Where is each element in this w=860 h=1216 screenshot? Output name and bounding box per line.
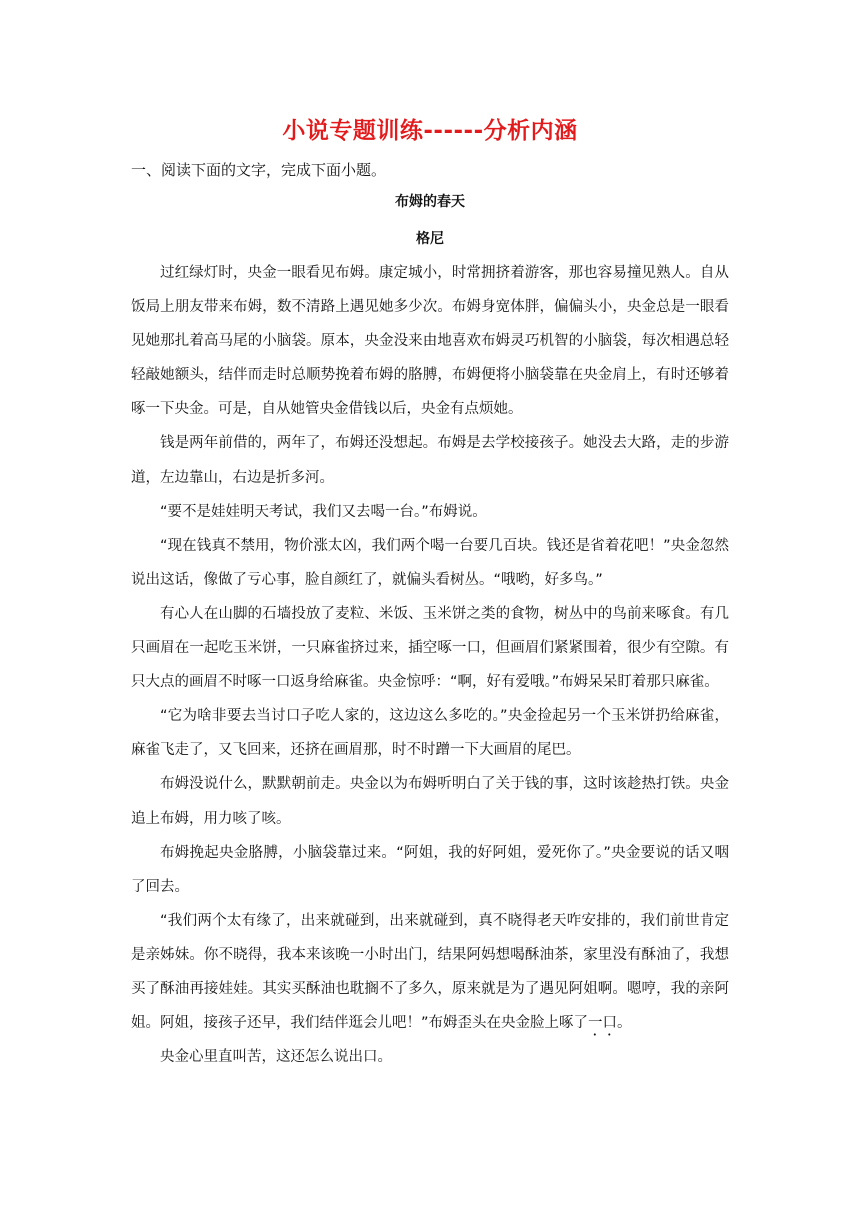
- section-heading: 一、阅读下面的文字，完成下面小题。: [131, 161, 387, 179]
- emphasized-text: 一口: [588, 1015, 618, 1032]
- paragraph: 过红绿灯时，央金一眼看见布姆。康定城小，时常拥挤着游客，那也容易撞见熟人。自从饭局上朋友带来布姆，数不清路上遇见她多少次。布姆身宽体胖，偏偏头小，央金总是一眼看见她那扎着高马尾的小脑袋。原本，央金没来由地喜欢布姆灵巧机智的小脑袋，每次相遇总轻轻敲她额头，结伴而走时总顺势挽着布姆的胳膊，布姆便将小脑袋靠在央金肩上，有时还够着啄一下央金。可是，自从她管央金借钱以后，央金有点烦她。: [131, 265, 729, 418]
- document-title: 小说专题训练------分析内涵: [282, 118, 578, 144]
- paragraph: “它为啥非要去当讨口子吃人家的，这边这么多吃的。”央金捡起另一个玉米饼扔给麻雀，麻雀飞走了，又飞回来，还挤在画眉那，时不时蹭一下大画眉的尾巴。: [131, 708, 729, 759]
- paragraph: 央金心里直叫苦，这还怎么说出口。: [160, 1049, 392, 1066]
- story-title: 布姆的春天: [395, 194, 465, 210]
- story-body: [131, 256, 729, 1074]
- paragraph: “现在钱真不禁用，物价涨太凶，我们两个喝一台要几百块。钱还是省着花吧！”央金忽然说出这话，像做了亏心事，脸自颜红了，就偏头看树丛。“哦哟，好多鸟。”: [131, 537, 729, 588]
- story-author: 格尼: [416, 231, 444, 247]
- paragraph-text: “我们两个太有缘了，出来就碰到，出来就碰到，真不晓得老天咋安排的，我们前世肯定是亲姊妹。你不晓得，我本来该晚一小时出门，结果阿妈想喝酥油茶，家里没有酥油了，我想买了酥油再接娃娃。其实买酥油也耽搁不了多久，原来就是为了遇见阿姐啊。嗯哼，我的亲阿姐。阿姐，接孩子还早，我们结伴逛会儿吧！”布姆歪头在央金脸上: [131, 912, 729, 1032]
- paragraph: [131, 904, 729, 1040]
- paragraph: 布姆没说什么，默默朝前走。央金以为布姆听明白了关于钱的事，这时该趁热打铁。央金追上布姆，用力咳了咳。: [131, 776, 729, 827]
- paragraph: 有心人在山脚的石墙投放了麦粒、米饭、玉米饼之类的食物，树丛中的鸟前来啄食。有几只画眉在一起吃玉米饼，一只麻雀挤过来，插空啄一口，但画眉们紧紧围着，很少有空隙。有只大点的画眉不时啄一口返身给麻雀。央金惊呼：“啊，好有爱哦。”布姆呆呆盯着那只麻雀。: [131, 605, 729, 691]
- paragraph: 钱是两年前借的，两年了，布姆还没想起。布姆是去学校接孩子。她没去大路，走的步游道，左边靠山，右边是折多河。: [131, 435, 729, 486]
- paragraph: 布姆挽起央金胳膊，小脑袋靠过来。“阿姐，我的好阿姐，爱死你了。”央金要说的话又咽了回去。: [131, 844, 729, 895]
- paragraph-text-tail: 啄了: [559, 1015, 589, 1032]
- paragraph: “要不是娃娃明天考试，我们又去喝一台。”布姆说。: [160, 503, 487, 520]
- paragraph-end-punctuation: 。: [617, 1015, 632, 1032]
